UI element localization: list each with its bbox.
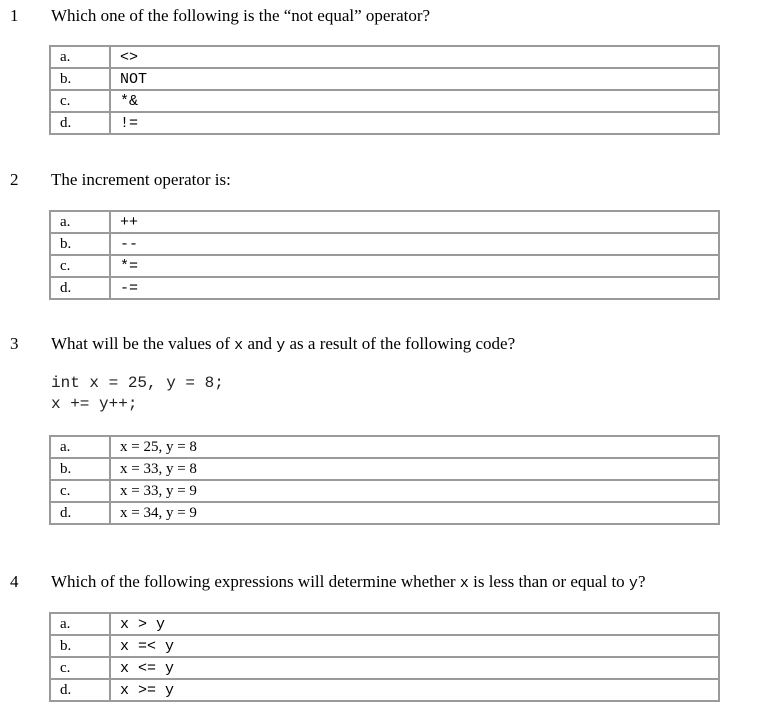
code-block (51, 373, 224, 415)
option-row[interactable] (50, 112, 719, 134)
option-value: NOT (110, 68, 719, 90)
options-table (49, 435, 720, 525)
option-row[interactable] (50, 90, 719, 112)
option-label: b. (50, 458, 110, 480)
option-row[interactable] (50, 502, 719, 524)
option-row[interactable] (50, 613, 719, 635)
option-label: a. (50, 211, 110, 233)
variable-y: y (628, 575, 638, 592)
options-table (49, 210, 720, 300)
option-value: x > y (110, 613, 719, 635)
question-text-part: and (243, 334, 277, 353)
question-text-part: as a result of the following code? (285, 334, 516, 353)
question-text-part: What will be the values of (51, 334, 235, 353)
option-label: d. (50, 679, 110, 701)
question-text-part: Which of the following expressions will determine whether (51, 572, 460, 591)
options-table (49, 612, 720, 702)
code-line: int x = 25, y = 8; (51, 374, 224, 392)
option-label: d. (50, 502, 110, 524)
question-text-part: ? (637, 572, 646, 591)
option-row[interactable] (50, 46, 719, 68)
option-value: x =< y (110, 635, 719, 657)
question-number: 2 (10, 170, 19, 189)
option-label: b. (50, 635, 110, 657)
question-text-part: is less than or equal to (468, 572, 629, 591)
variable-x: x (234, 337, 244, 354)
option-value: x = 33, y = 9 (110, 480, 719, 502)
question-text: Which one of the following is the “not equal” operator? (51, 6, 431, 25)
option-row[interactable] (50, 635, 719, 657)
option-row[interactable] (50, 458, 719, 480)
option-value: -= (110, 277, 719, 299)
option-value: x = 33, y = 8 (110, 458, 719, 480)
option-row[interactable] (50, 211, 719, 233)
option-row[interactable] (50, 679, 719, 701)
option-label: a. (50, 436, 110, 458)
option-row[interactable] (50, 68, 719, 90)
option-label: a. (50, 46, 110, 68)
question-number: 4 (10, 572, 19, 591)
option-value: x <= y (110, 657, 719, 679)
question-number: 1 (10, 6, 19, 25)
options-table (49, 45, 720, 135)
option-row[interactable] (50, 233, 719, 255)
option-label: b. (50, 68, 110, 90)
option-row[interactable] (50, 255, 719, 277)
variable-x: x (459, 575, 469, 592)
option-value: *& (110, 90, 719, 112)
question-number: 3 (10, 334, 19, 353)
option-value: *= (110, 255, 719, 277)
option-value: -- (110, 233, 719, 255)
option-label: c. (50, 657, 110, 679)
option-value: ++ (110, 211, 719, 233)
option-value: <> (110, 46, 719, 68)
option-value: != (110, 112, 719, 134)
option-value: x = 25, y = 8 (110, 436, 719, 458)
option-label: a. (50, 613, 110, 635)
option-label: c. (50, 90, 110, 112)
option-value: x >= y (110, 679, 719, 701)
option-row[interactable] (50, 657, 719, 679)
question-text (51, 572, 645, 592)
option-label: d. (50, 112, 110, 134)
option-label: b. (50, 233, 110, 255)
option-row[interactable] (50, 480, 719, 502)
option-row[interactable] (50, 277, 719, 299)
option-row[interactable] (50, 436, 719, 458)
option-label: c. (50, 255, 110, 277)
option-label: c. (50, 480, 110, 502)
code-line: x += y++; (51, 395, 138, 413)
variable-y: y (276, 337, 286, 354)
option-value: x = 34, y = 9 (110, 502, 719, 524)
question-text (51, 334, 515, 354)
question-text: The increment operator is: (51, 170, 231, 189)
option-label: d. (50, 277, 110, 299)
